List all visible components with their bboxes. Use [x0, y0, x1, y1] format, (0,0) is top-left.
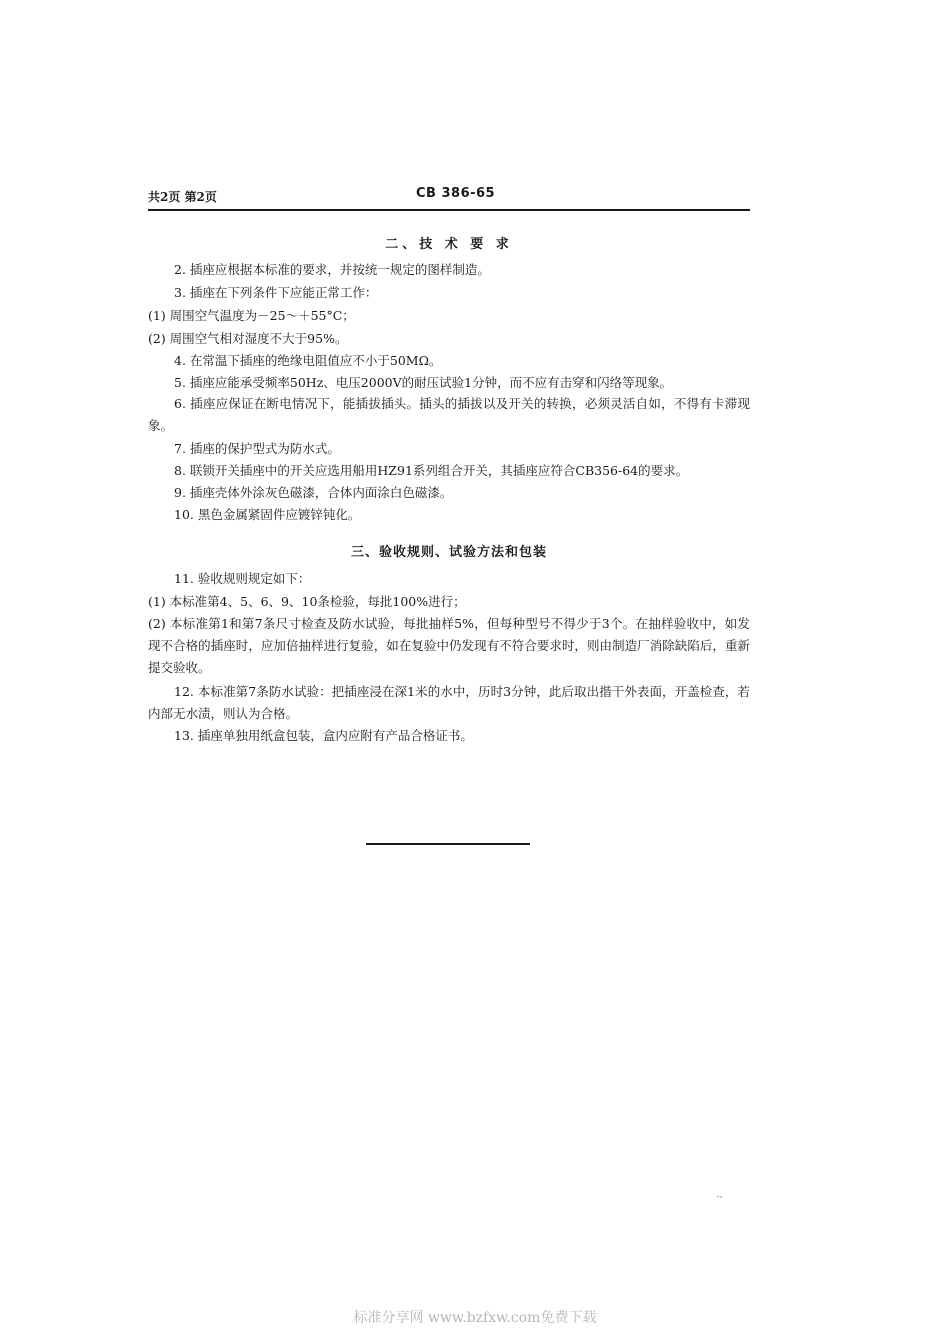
clause-3-1: (1) 周围空气温度为－25～＋55°C；	[148, 308, 355, 323]
section-title-technical-requirements: 二、技 术 要 求	[385, 237, 513, 252]
clause-10: 10. 黑色金属紧固件应镀锌钝化。	[174, 507, 361, 522]
end-rule	[366, 843, 530, 845]
clause-8: 8. 联锁开关插座中的开关应选用船用HZ91系列组合开关，其插座应符合CB356-64的要求。	[174, 463, 689, 478]
clause-13: 13. 插座单独用纸盒包装，盒内应附有产品合格证书。	[174, 728, 473, 743]
clause-9: 9. 插座壳体外涂灰色磁漆，合体内面涂白色磁漆。	[174, 485, 453, 500]
clause-11: 11. 验收规则规定如下：	[174, 571, 311, 586]
clause-11-1: (1) 本标准第4、5、6、9、10条检验，每批100%进行；	[148, 594, 466, 609]
clause-7: 7. 插座的保护型式为防水式。	[174, 441, 340, 456]
scan-mark: ·-	[716, 1192, 723, 1203]
clause-3-2: (2) 周围空气相对湿度不大于95%。	[148, 331, 348, 346]
clause-5: 5. 插座应能承受频率50Hz、电压2000V的耐压试验1分钟，而不应有击穿和闪络等现象。	[174, 375, 673, 390]
clause-3: 3. 插座在下列条件下应能正常工作：	[174, 285, 378, 300]
section-title-acceptance-rules: 三、验收规则、试验方法和包装	[350, 545, 547, 560]
watermark: 标准分享网 www.bzfxw.com免费下载	[353, 1310, 597, 1326]
page-header	[148, 186, 750, 208]
page-info: 共2页 第2页	[148, 190, 217, 204]
clause-4: 4. 在常温下插座的绝缘电阻值应不小于50MΩ。	[174, 353, 442, 368]
clause-11-2: (2) 本标准第1和第7条尺寸检查及防水试验，每批抽样5%，但每种型号不得少于3个。在抽样验收中，如发现不合格的插座时，应加倍抽样进行复验，如在复验中仍发现有不符合要求时，则由制造厂消除缺陷后，重新提交验收。	[148, 616, 750, 675]
clause-2: 2. 插座应根据本标准的要求，并按统一规定的图样制造。	[174, 262, 490, 277]
clause-6: 6. 插座应保证在断电情况下，能插拔插头。插头的插拔以及开关的转换，必须灵活自如，不得有卡滞现象。	[148, 396, 750, 433]
header-rule	[148, 209, 750, 211]
document-code: CB 386-65	[416, 186, 496, 201]
clause-12: 12. 本标准第7条防水试验：把插座浸在深1米的水中，历时3分钟，此后取出揩干外表面，开盖检查，若内部无水渍，则认为合格。	[148, 684, 750, 721]
